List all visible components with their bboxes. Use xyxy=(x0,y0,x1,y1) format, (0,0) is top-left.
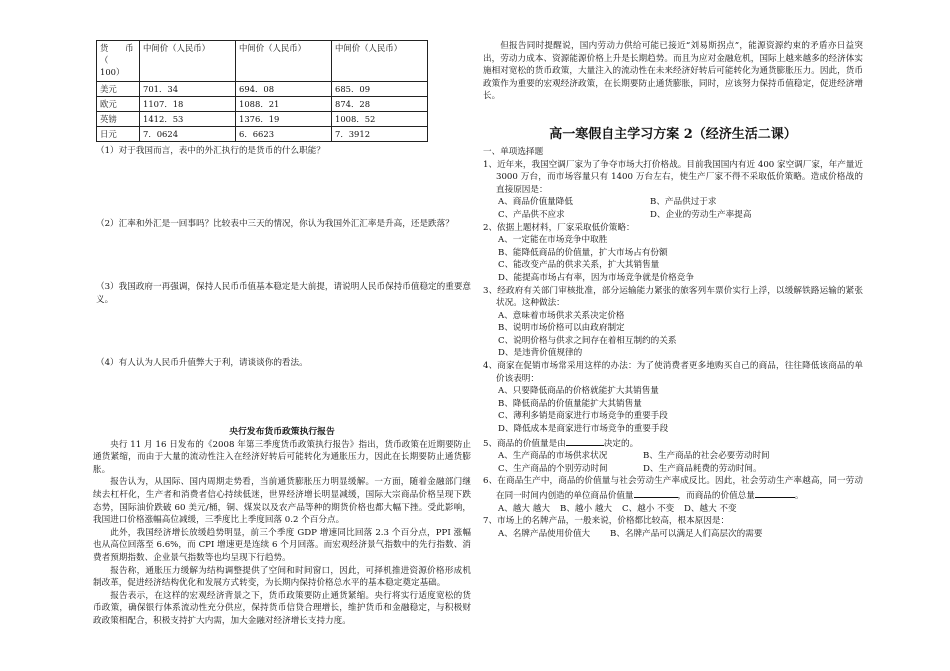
option-a: A、生产商品的市场供求状况 xyxy=(498,451,608,462)
option-b: B、名牌产品可以满足人们高层次的需要 xyxy=(610,528,763,539)
question-item xyxy=(483,285,863,361)
table-header-row xyxy=(97,41,428,82)
stem-text: 5、商品的价值量是由 xyxy=(483,438,566,449)
exchange-rate-table xyxy=(96,40,428,142)
question-item xyxy=(483,515,863,540)
table-cell: 6．6623 xyxy=(236,127,332,142)
question-item xyxy=(483,360,863,436)
table-cell: 694．08 xyxy=(236,82,332,97)
option-c: C、薄利多销是商家进行市场竞争的重要手段 xyxy=(498,411,668,422)
option-d: D、越大 不变 xyxy=(684,503,737,514)
question-stem: 2、依据上题材料，厂家采取低价策略： xyxy=(483,222,635,233)
table-header-cell: 中间价（人民币） xyxy=(236,41,332,82)
question-stem: 3、经政府有关部门审核批准，部分运输能力紧张的旅客列车票价实行上浮，以缓解铁路运输的紧张状况。这种做法： xyxy=(483,285,863,309)
question-1: （1）对于我国而言，表中的外汇执行的是货币的什么职能？ xyxy=(96,146,325,156)
table-cell: 日元 xyxy=(97,127,140,142)
article-paragraph: 报告认为，从国际、国内周期走势看，当前通货膨胀压力明显缓解。一方面，随着金融部门继续去杠杆化，生产者和消费者信心持续低迷，世界经济增长明显减缓，国际大宗商品价格呈现下跌态势，国际油价跌破 60 美元/桶，铜、煤炭以及农产品等种的期货价格也都大幅下挫。受此影响，我国进口价格涨幅高位减缓，三季度比上季度回落 0.2 个百分点。 xyxy=(93,477,471,526)
table-cell: 874．28 xyxy=(332,97,428,112)
option-c: C、产品供不应求 xyxy=(498,209,565,220)
question-item xyxy=(483,159,863,222)
answer-blank[interactable] xyxy=(566,436,604,446)
option-d: D、企业的劳动生产率提高 xyxy=(650,209,752,220)
option-a: A、意味着市场供求关系决定价格 xyxy=(498,310,625,321)
article-paragraph: 但报告同时提醒说，国内劳动力供给可能已接近“刘易斯拐点”，能源资源约束的矛盾亦日益突出，劳动力成本、资源能源价格上升是长期趋势。而且为应对金融危机，国际上越来越多的经济体实施相对宽松的货币政策，大量注入的流动性在未来经济好转后可能转化为通货膨胀压力。因此，货币政策作为重要的宏观经济政策，在长期要防止通货膨胀，同时，应该努力保持币值稳定，促进经济增长。 xyxy=(483,41,863,102)
question-stem xyxy=(483,475,863,502)
option-a: A、商品价值量降低 xyxy=(498,197,573,208)
option-a: A、名牌产品使用价值大 xyxy=(498,528,591,539)
option-b: B、降低商品的价值量能扩大其销售量 xyxy=(498,398,642,409)
option-d: D、生产商品耗费的劳动时间。 xyxy=(643,463,762,474)
table-cell: 1008．52 xyxy=(332,112,428,127)
question-stem: 7、市场上的名牌产品，一般来说，价格都比较高，根本原因是： xyxy=(483,516,730,527)
section-heading: 一、单项选择题 xyxy=(483,146,544,157)
table-header-cell: 中间价（人民币） xyxy=(140,41,236,82)
article-paragraph: 央行 11 月 16 日发布的《2008 年第三季度货币政策执行报告》指出，货币政策在近期要防止通货紧缩，而由于大量的流动性注入在经济好转后可能转化为通胀压力，因此在长期要防止通货膨胀。 xyxy=(93,439,471,475)
option-a: A、只要降低商品的价格就能扩大其销售量 xyxy=(498,386,659,397)
stem-text: 6、在商品生产中，商品的价值量与社会劳动生产率成反比。因此，社会劳动生产率越高，同一劳动在同一时间内创造的单位商品价值量 xyxy=(483,476,863,501)
option-d: D、降低成本是商家进行市场竞争的重要手段 xyxy=(498,424,669,435)
article-paragraph: 报告表示，在这样的宏观经济背景之下，货币政策要防止通货紧缩。央行将实行适度宽松的货币政策，确保银行体系流动性充分供应，保持货币信贷合理增长，维护货币和金融稳定，与积极财政政策相配合，积极支持扩大内需，加大金融对经济增长支持力度。 xyxy=(93,590,471,626)
table-row xyxy=(97,97,428,112)
option-c: C、越小 不变 xyxy=(622,503,675,514)
table-cell: 欧元 xyxy=(97,97,140,112)
table-cell: 美元 xyxy=(97,82,140,97)
table-cell: 英镑 xyxy=(97,112,140,127)
article-title: 央行发布货币政策执行报告 xyxy=(229,426,335,437)
answer-blank[interactable] xyxy=(755,488,795,498)
article-paragraph: 报告称，通胀压力缓解为结构调整提供了空间和时间窗口，因此，可择机推进资源价格形成机制改革，促进经济结构优化和发展方式转变，为长期内保持价格总水平的基本稳定奠定基础。 xyxy=(93,565,471,589)
option-c: C、能改变产品的供求关系，扩大其销售量 xyxy=(498,260,660,271)
option-a: A、一定能在市场竞争中取胜 xyxy=(498,235,608,246)
question-item xyxy=(483,436,863,476)
option-a: A、越大 越大 xyxy=(498,503,550,514)
article-paragraph: 此外，我国经济增长放缓趋势明显，前三个季度 GDP 增速同比回落 2.3 个百分点，PPI 涨幅也从高位回落至 6.6%，而 CPI 增速更是连续 6 个月回落。而宏观经济景气指数中的先行指数、消费者预期指数、企业景气指数等也均呈现下行趋势。 xyxy=(93,527,471,563)
question-item xyxy=(483,222,863,285)
option-b: B、生产商品的社会必要劳动时间 xyxy=(643,451,770,462)
question-4: （4）有人认为人民币升值弊大于利，请谈谈你的看法。 xyxy=(96,358,308,369)
option-d: D、是违背价值规律的 xyxy=(498,348,583,359)
option-c: C、说明价格与供求之间存在着相互制约的关系 xyxy=(498,335,677,346)
option-b: B、产品供过于求 xyxy=(650,197,717,208)
stem-text: ，而商品的价值总量 xyxy=(677,491,755,501)
table-row xyxy=(97,82,428,97)
option-b: B、说明市场价格可以由政府制定 xyxy=(498,323,625,334)
right-column xyxy=(483,40,863,540)
option-d: D、能提高市场占有率，因为市场竞争就是价格竞争 xyxy=(498,272,694,283)
question-2: （2）汇率和外汇是一回事吗？比较表中三天的情况，你认为我国外汇汇率是升高，还是跌落？ xyxy=(96,218,454,229)
table-cell: 1088．21 xyxy=(236,97,332,112)
table-cell: 1376．19 xyxy=(236,112,332,127)
table-row xyxy=(97,112,428,127)
table-cell: 685．09 xyxy=(332,82,428,97)
stem-text: 。 xyxy=(794,491,804,501)
stem-text: 决定的。 xyxy=(603,438,639,449)
option-b: B、能降低商品的价值量，扩大市场占有份额 xyxy=(498,247,668,258)
left-column xyxy=(93,0,471,627)
table-cell: 7．3912 xyxy=(332,127,428,142)
question-stem: 4、商家在促销市场常采用这样的办法：为了使消费者更多地购买自己的商品，往往降低该商品的单价该表明： xyxy=(483,361,863,384)
table-header-cell: 中间价（人民币） xyxy=(332,41,428,82)
table-cell: 1412．53 xyxy=(140,112,236,127)
question-item xyxy=(483,475,863,515)
plan-title: 高一寒假自主学习方案 2（经济生活二课） xyxy=(549,126,797,142)
answer-blank[interactable] xyxy=(634,488,678,498)
question-stem: 1、近年来，我国空调厂家为了争夺市场大打价格战。目前我国国内有近 400 家空调厂家，年产量近 3000 万台，而市场容量只有 1400 万台左右，使生产厂家不得不采取低价策略。造成价格战的直接原因是： xyxy=(483,159,863,195)
question-stem xyxy=(483,436,863,451)
table-cell: 7．0624 xyxy=(140,127,236,142)
option-c: C、生产商品的个别劳动时间 xyxy=(498,463,608,474)
table-header-cell: 货 币（ 100） xyxy=(97,41,140,82)
table-row xyxy=(97,127,428,142)
option-b: B、越小 越大 xyxy=(560,503,613,514)
question-3: （3）我国政府一再强调，保持人民币币值基本稳定是大前提，请说明人民币保持币值稳定的重要意义。 xyxy=(96,282,472,305)
table-cell: 1107．18 xyxy=(140,97,236,112)
table-cell: 701．34 xyxy=(140,82,236,97)
